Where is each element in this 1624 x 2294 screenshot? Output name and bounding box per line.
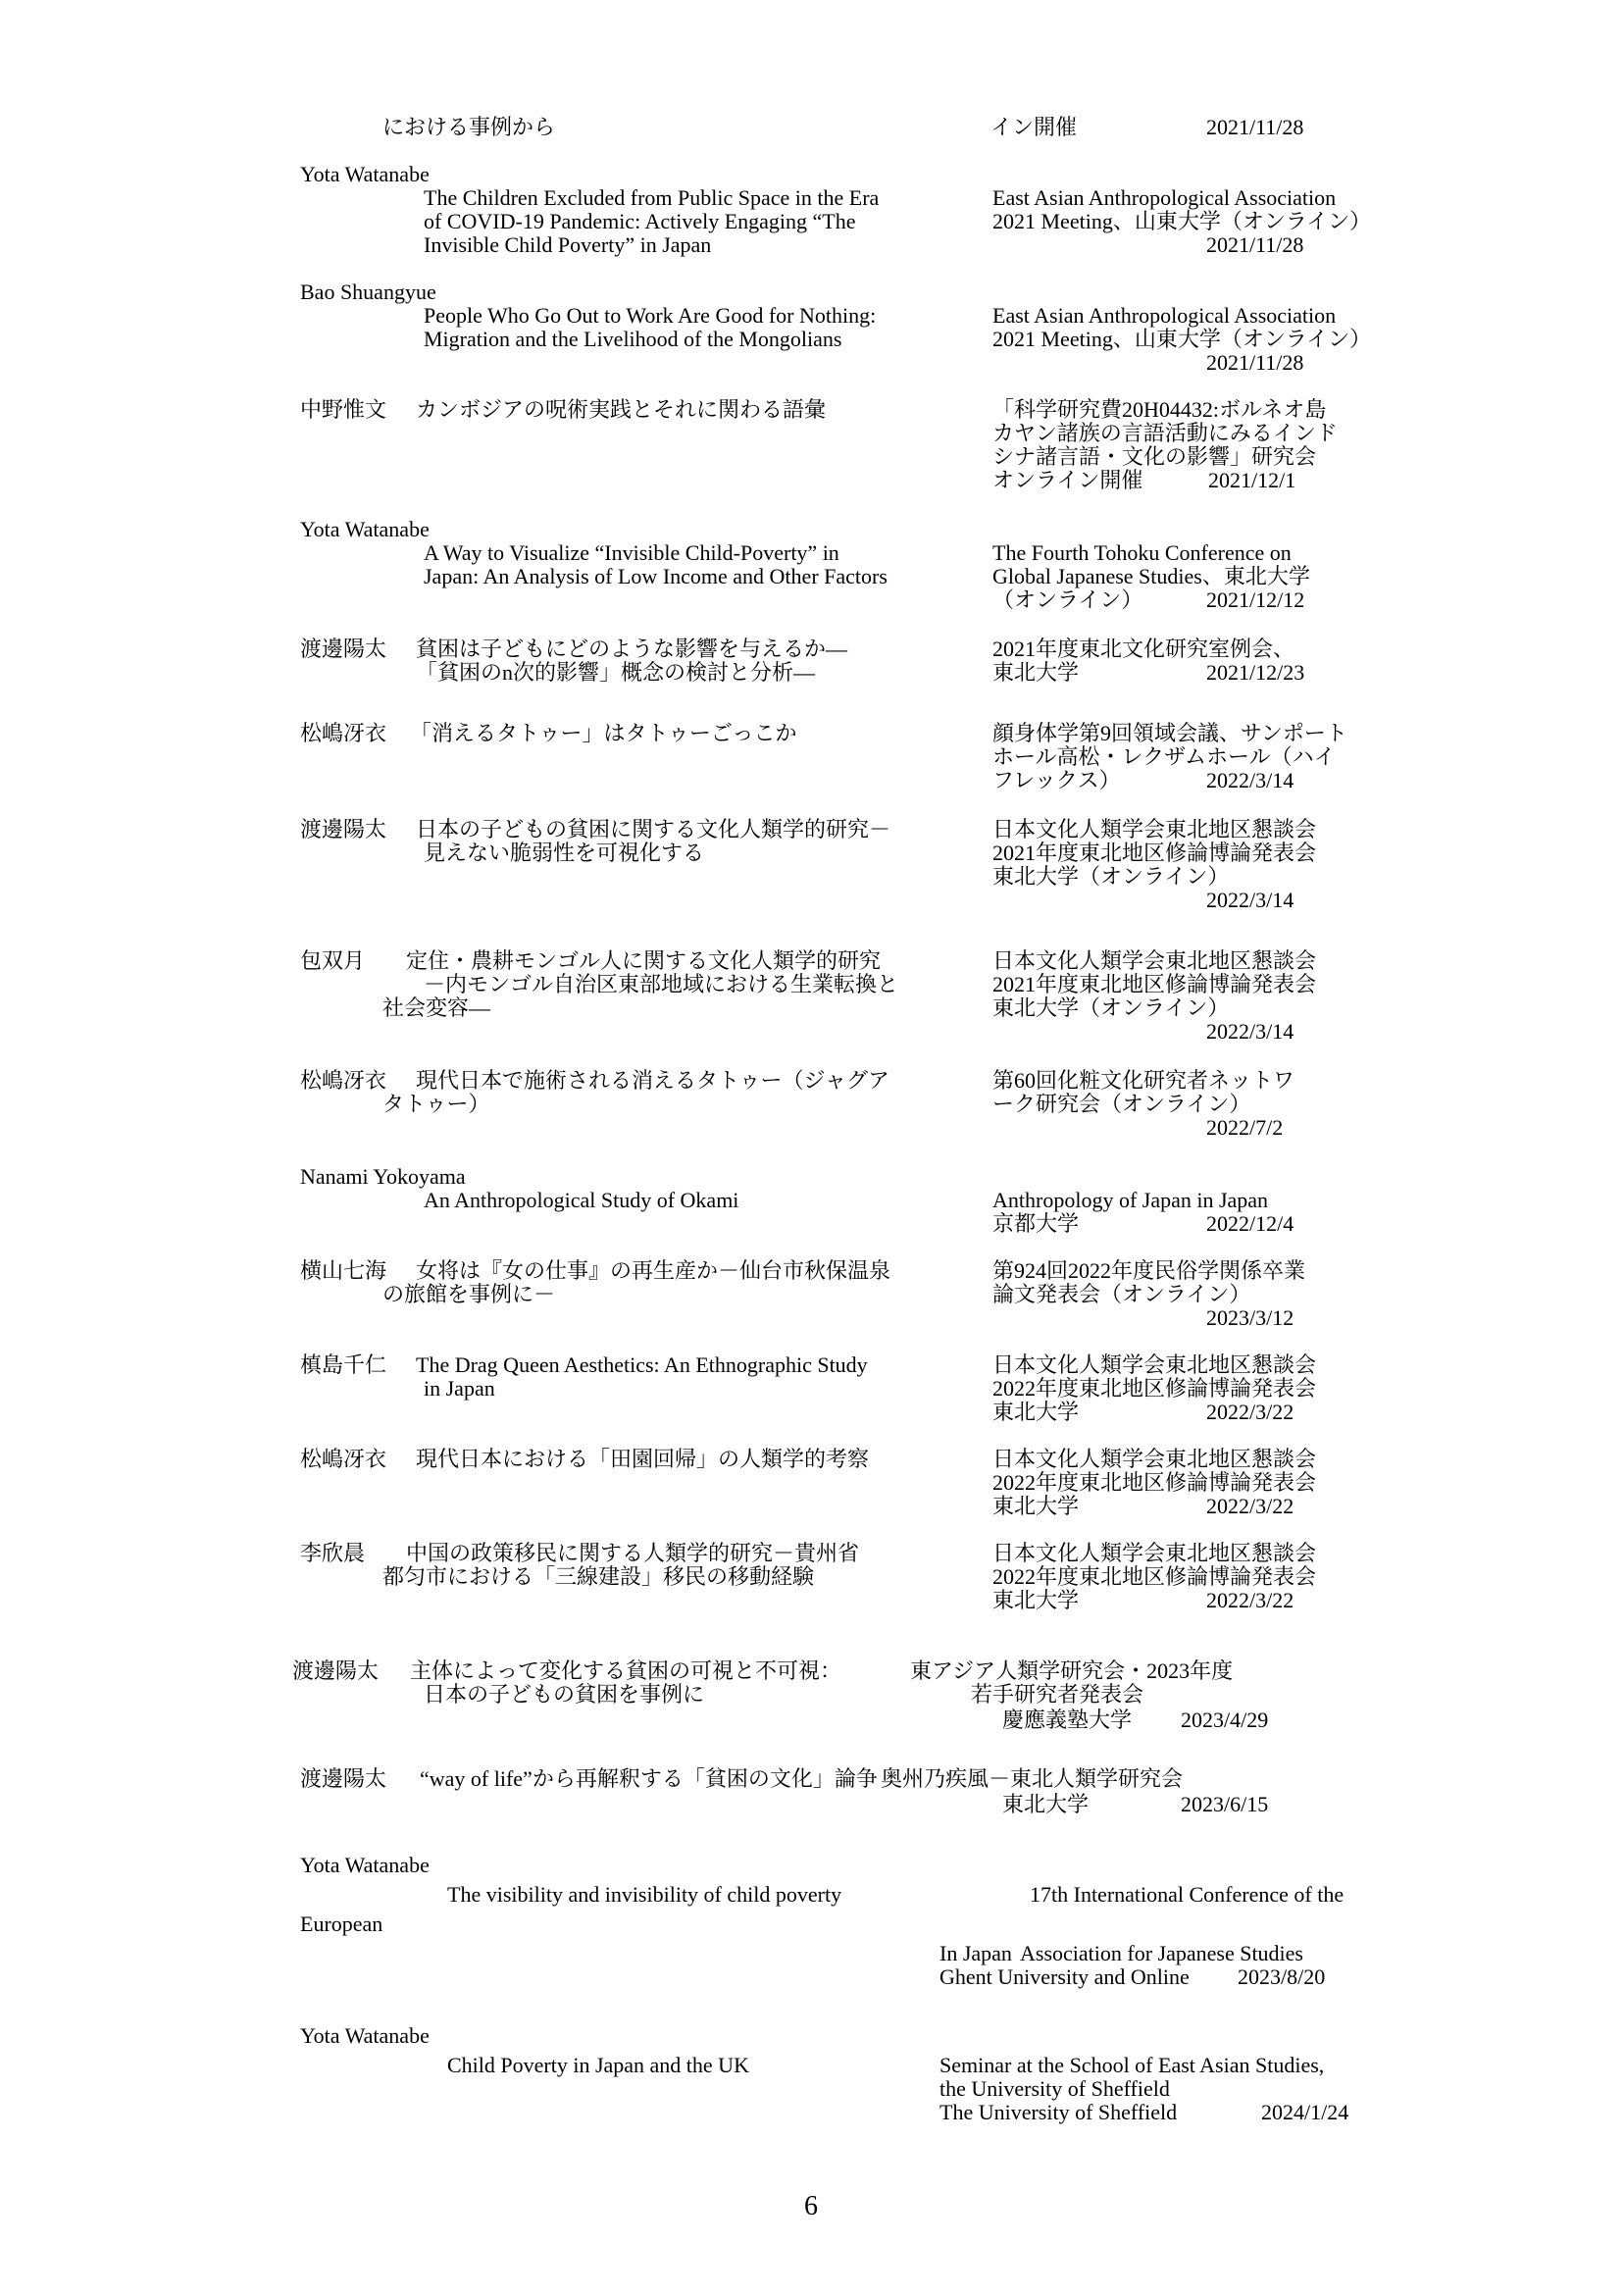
entry-date: 2021/12/1 xyxy=(1208,468,1296,492)
entry-venue: 東北大学 xyxy=(1002,1792,1090,1816)
entry-title: 現代日本における「田園回帰」の人類学的考察 xyxy=(416,1447,870,1471)
entry-venue: 17th International Conference of the xyxy=(1030,1882,1345,1907)
entry-venue: 日本文化人類学会東北地区懇談会 xyxy=(992,817,1317,841)
entry-date: 2022/7/2 xyxy=(1206,1115,1284,1140)
entry-venue: 奥州乃疾風－東北人類学研究会 xyxy=(881,1766,1184,1791)
entry-date: 2023/8/20 xyxy=(1238,1964,1326,1989)
entry-date: 2021/12/12 xyxy=(1206,587,1305,612)
entry-venue: 東北大学（オンライン） xyxy=(992,995,1230,1020)
entry-date: 2021/11/28 xyxy=(1206,115,1304,139)
entry-author: Nanami Yokoyama xyxy=(300,1164,466,1189)
entry-venue: 日本文化人類学会東北地区懇談会 xyxy=(992,948,1317,973)
entry-venue: Anthropology of Japan in Japan xyxy=(992,1188,1269,1212)
entry-title: An Anthropological Study of Okami xyxy=(424,1188,739,1212)
entry-author: Yota Watanabe xyxy=(300,1853,430,1877)
entry-venue: 日本文化人類学会東北地区懇談会 xyxy=(992,1447,1317,1471)
entry-author: 松嶋冴衣 xyxy=(300,1447,387,1471)
entry-title: Migration and the Livelihood of the Mongolians xyxy=(424,327,842,351)
entry-author: 松嶋冴衣 xyxy=(300,1068,387,1093)
entry-title: 「貧困のn次的影響」概念の検討と分析― xyxy=(416,660,816,685)
entry-venue: 顔身体学第9回領域会議、サンポート xyxy=(992,721,1347,745)
entry-venue: The Fourth Tohoku Conference on xyxy=(992,540,1292,565)
entry-title: The visibility and invisibility of child poverty xyxy=(447,1882,842,1907)
entry-title: －内モンゴル自治区東部地域における生業転換と xyxy=(424,972,899,996)
entry-title: 「消えるタトゥー」はタトゥーごっこか xyxy=(410,721,797,745)
entry-date: 2022/3/22 xyxy=(1206,1494,1294,1518)
entry-venue: ホール高松・レクザムホール（ハイ xyxy=(992,744,1336,769)
entry-author: 李欣晨 xyxy=(300,1541,366,1565)
entry-venue: 日本文化人類学会東北地区懇談会 xyxy=(992,1541,1317,1565)
entry-date: 2022/3/14 xyxy=(1206,1019,1294,1044)
entry-venue: 2021年度東北文化研究室例会、 xyxy=(992,637,1295,661)
entry-venue: カヤン諸族の言語活動にみるインド xyxy=(992,421,1338,445)
entry-venue: 2021年度東北地区修論博論発表会 xyxy=(992,841,1317,865)
page-number: 6 xyxy=(804,2191,818,2221)
entry-title: 社会変容― xyxy=(382,995,491,1020)
entry-date: 2022/3/22 xyxy=(1206,1400,1294,1424)
entry-title: A Way to Visualize “Invisible Child-Poverty” in xyxy=(424,540,839,565)
entry-venue: 京都大学 xyxy=(992,1211,1080,1236)
entry-date: 2021/11/28 xyxy=(1206,232,1304,257)
entry-venue: 2022年度東北地区修論博論発表会 xyxy=(992,1564,1317,1589)
entry-venue: Global Japanese Studies、東北大学 xyxy=(992,564,1310,588)
entry-author: 槙島千仁 xyxy=(300,1352,387,1377)
entry-venue: 東北大学 xyxy=(992,1588,1080,1612)
entry-venue: The University of Sheffield xyxy=(939,2100,1178,2124)
entry-title: of COVID-19 Pandemic: Actively Engaging “The xyxy=(424,209,856,233)
entry-date: 2022/3/22 xyxy=(1206,1588,1294,1612)
entry-title: 貧困は子どもにどのような影響を与えるか― xyxy=(416,637,848,661)
entry-venue: Ghent University and Online xyxy=(939,1964,1190,1989)
entry-venue: East Asian Anthropological Association xyxy=(992,303,1337,328)
entry-date: 2023/3/12 xyxy=(1206,1305,1294,1330)
entry-author: 渡邊陽太 xyxy=(292,1658,380,1683)
entry-date: 2021/11/28 xyxy=(1206,350,1304,375)
entry-venue: 2021 Meeting、山東大学（オンライン） xyxy=(992,209,1372,233)
entry-venue: フレックス） xyxy=(992,768,1121,792)
entry-author: 渡邊陽太 xyxy=(300,637,387,661)
entry-title: The Children Excluded from Public Space in the Era xyxy=(424,185,880,210)
entry-venue: 慶應義塾大学 xyxy=(1002,1708,1133,1732)
entry-venue: 「科学研究費20H04432:ボルネオ島 xyxy=(992,397,1327,422)
entry-venue: シナ諸言語・文化の影響」研究会 xyxy=(992,444,1317,469)
entry-title: “way of life”から再解釈する「貧困の文化」論争 xyxy=(420,1766,878,1791)
entry-venue: Association for Japanese Studies xyxy=(1020,1941,1303,1965)
entry-venue: Seminar at the School of East Asian Studies, xyxy=(939,2053,1325,2077)
entry-title: 日本の子どもの貧困に関する文化人類学的研究－ xyxy=(416,817,891,841)
entry-title: Child Poverty in Japan and the UK xyxy=(447,2053,749,2077)
entry-author: Yota Watanabe xyxy=(300,517,430,541)
entry-date: 2023/6/15 xyxy=(1181,1792,1269,1816)
entry-author: 渡邊陽太 xyxy=(300,1766,387,1791)
entry-venue: East Asian Anthropological Association xyxy=(992,185,1337,210)
entry-venue: オンライン開催 xyxy=(992,468,1143,492)
entry-venue: 東北大学（オンライン） xyxy=(992,864,1230,889)
entry-title: Invisible Child Poverty” in Japan xyxy=(424,232,712,257)
entry-date: 2024/1/24 xyxy=(1261,2100,1349,2124)
entry-date: 2023/4/29 xyxy=(1181,1708,1269,1732)
entry-title: The Drag Queen Aesthetics: An Ethnographic Study xyxy=(416,1352,868,1377)
entry-title: Japan: An Analysis of Low Income and Other Factors xyxy=(424,564,888,588)
entry-venue: 東アジア人類学研究会・2023年度 xyxy=(910,1658,1234,1683)
entry-author: 中野惟文 xyxy=(300,397,387,422)
entry-date: 2022/12/4 xyxy=(1206,1211,1294,1236)
entry-venue: 日本文化人類学会東北地区懇談会 xyxy=(992,1352,1317,1377)
entry-venue: European xyxy=(300,1912,383,1936)
entry-title: における事例から xyxy=(382,115,556,139)
entry-title: 女将は『女の仕事』の再生産か－仙台市秋保温泉 xyxy=(416,1258,891,1283)
entry-venue: 東北大学 xyxy=(992,1494,1080,1518)
entry-venue: イン開催 xyxy=(990,115,1078,139)
entry-venue: （オンライン） xyxy=(992,587,1143,612)
entry-title: 見えない脆弱性を可視化する xyxy=(424,841,705,865)
entry-venue: the University of Sheffield xyxy=(939,2076,1170,2101)
entry-venue: ーク研究会（オンライン） xyxy=(992,1092,1251,1116)
entry-title: 中国の政策移民に関する人類学的研究－貴州省 xyxy=(406,1541,860,1565)
entry-date: 2021/12/23 xyxy=(1206,660,1305,685)
entry-title: の旅館を事例に－ xyxy=(382,1282,556,1306)
entry-venue: 2021 Meeting、山東大学（オンライン） xyxy=(992,327,1372,351)
entry-author: 横山七海 xyxy=(300,1258,387,1283)
entry-venue: 2021年度東北地区修論博論発表会 xyxy=(992,972,1317,996)
entry-title: In Japan xyxy=(939,1941,1012,1965)
entry-date: 2022/3/14 xyxy=(1206,768,1294,792)
entry-venue: 2022年度東北地区修論博論発表会 xyxy=(992,1376,1317,1401)
entry-title: 都匀市における「三線建設」移民の移動経験 xyxy=(382,1564,815,1589)
entry-venue: 2022年度東北地区修論博論発表会 xyxy=(992,1470,1317,1495)
entry-title: People Who Go Out to Work Are Good for Nothing: xyxy=(424,303,877,328)
entry-author: Bao Shuangyue xyxy=(300,280,436,304)
entry-author: Yota Watanabe xyxy=(300,162,430,186)
entry-author: 松嶋冴衣 xyxy=(300,721,387,745)
entry-title: タトゥー） xyxy=(382,1092,490,1116)
entry-title: in Japan xyxy=(424,1376,495,1401)
entry-title: カンボジアの呪術実践とそれに関わる語彙 xyxy=(416,397,827,422)
entry-venue: 論文発表会（オンライン） xyxy=(992,1282,1251,1306)
entry-venue: 第60回化粧文化研究者ネットワ xyxy=(992,1068,1295,1093)
entry-venue: 東北大学 xyxy=(992,660,1080,685)
entry-date: 2022/3/14 xyxy=(1206,888,1294,912)
entry-title: 主体によって変化する貧困の可視と不可視： xyxy=(410,1658,842,1683)
entry-author: 包双月 xyxy=(300,948,366,973)
entry-title: 定住・農耕モンゴル人に関する文化人類学的研究 xyxy=(406,948,882,973)
entry-venue: 東北大学 xyxy=(992,1400,1080,1424)
entry-title: 日本の子どもの貧困を事例に xyxy=(424,1682,705,1707)
entry-title: 現代日本で施術される消えるタトゥー（ジャグア xyxy=(416,1068,890,1093)
entry-venue: 若手研究者発表会 xyxy=(971,1682,1144,1707)
entry-author: 渡邊陽太 xyxy=(300,817,387,841)
entry-venue: 第924回2022年度民俗学関係卒業 xyxy=(992,1258,1306,1283)
entry-author: Yota Watanabe xyxy=(300,2023,430,2048)
